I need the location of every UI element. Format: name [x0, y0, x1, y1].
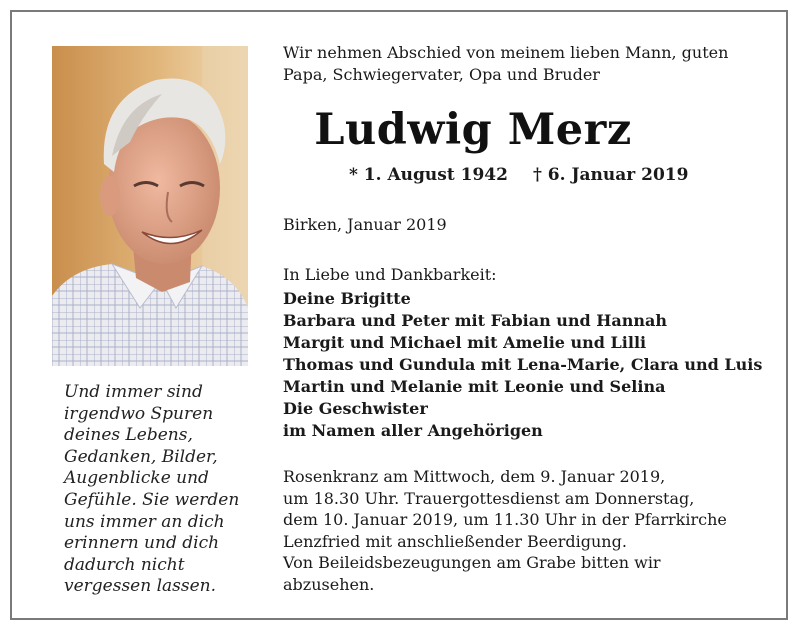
quote-line: deines Lebens,: [64, 425, 193, 446]
death-date: † 6. Januar 2019: [533, 165, 689, 185]
service-line: Rosenkranz am Mittwoch, dem 9. Januar 2019,: [283, 467, 666, 486]
family-member: Thomas und Gundula mit Lena-Marie, Clara und Luis: [283, 355, 763, 374]
service-info: [283, 466, 727, 596]
family-member: Die Geschwister: [283, 399, 428, 418]
quote-line: Gefühle. Sie werden: [64, 489, 240, 510]
family-member: Margit und Michael mit Amelie und Lilli: [283, 333, 647, 352]
thanks-lead: In Liebe und Dankbarkeit:: [283, 265, 497, 284]
quote-line: uns immer an dich: [64, 511, 225, 532]
service-line: dem 10. Januar 2019, um 11.30 Uhr in der Pfarrkirche: [283, 510, 727, 530]
family-member: Barbara und Peter mit Fabian und Hannah: [283, 311, 668, 330]
intro-line: Wir nehmen Abschied von meinem lieben Mann, guten: [283, 43, 729, 62]
memorial-quote: [64, 382, 254, 598]
quote-line: dadurch nicht: [64, 554, 185, 575]
quote-line: Gedanken, Bilder,: [64, 446, 218, 467]
quote-line: erinnern und dich: [64, 533, 220, 554]
service-line: um 18.30 Uhr. Trauergottesdienst am Donnerstag,: [283, 488, 695, 508]
service-line: abzusehen.: [283, 574, 375, 594]
family-member: Martin und Melanie mit Leonie und Selina: [283, 377, 666, 396]
quote-line: Und immer sind: [64, 382, 203, 402]
intro-line: Papa, Schwiegervater, Opa und Bruder: [283, 64, 600, 84]
service-line: Von Beileidsbezeugungen am Grabe bitten wir: [283, 553, 661, 573]
service-line: Lenzfried mit anschließender Beerdigung.: [283, 531, 627, 551]
family-member: im Namen aller Angehörigen: [283, 421, 543, 440]
family-member: Deine Brigitte: [283, 289, 411, 308]
quote-line: vergessen lassen.: [64, 576, 217, 597]
portrait-photo: [52, 46, 248, 366]
deceased-name: Ludwig Merz: [314, 105, 632, 155]
quote-line: Augenblicke und: [64, 468, 209, 489]
place-date: Birken, Januar 2019: [283, 215, 447, 234]
birth-date: * 1. August 1942: [349, 165, 508, 185]
intro-text: [283, 42, 728, 85]
family-list: [283, 288, 762, 442]
quote-line: irgendwo Spuren: [64, 403, 214, 424]
